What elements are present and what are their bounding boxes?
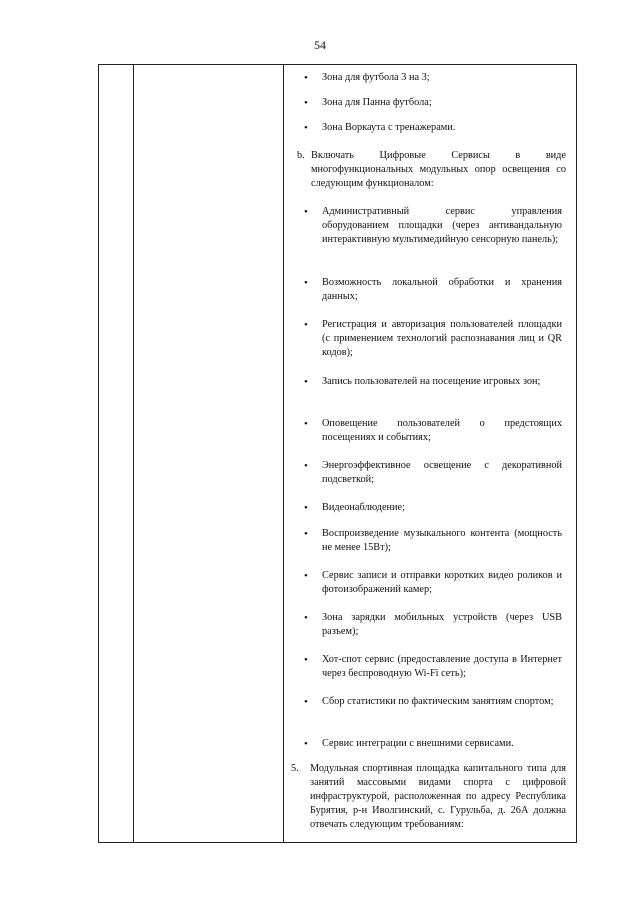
list-item: • Сбор статистики по фактическим занятиям спортом; [304, 696, 554, 708]
list-item: • Хот-спот сервис (предоставление доступа в Интернет через беспроводную Wi-Fi сеть); [304, 654, 562, 679]
list-item: • Зона зарядки мобильных устройств (через USB разъем); [304, 612, 562, 637]
bullet-icon: • [304, 502, 308, 514]
bullet-icon: • [304, 460, 308, 472]
bullet-icon: • [304, 122, 308, 134]
bullet-icon: • [304, 612, 308, 624]
list-item: • Оповещение пользователей о предстоящих посещениях и событиях; [304, 418, 562, 443]
bullet-icon: • [304, 206, 308, 218]
sub-item-b: b. Включать Цифровые Сервисы в виде многофункциональных модульных опор освещения со следующим функционалом: [297, 150, 566, 189]
bullet-icon: • [304, 72, 308, 84]
bullet-icon: • [304, 570, 308, 582]
bullet-icon: • [304, 277, 308, 289]
column-divider [283, 65, 284, 842]
list-item: • Зона для футбола 3 на 3; [304, 72, 430, 84]
bullet-icon: • [304, 528, 308, 540]
requirements-table [98, 64, 577, 843]
bullet-icon: • [304, 696, 308, 708]
bullet-icon: • [304, 319, 308, 331]
numbered-item-5: 5. Модульная спортивная площадка капитального типа для занятий массовыми видами спорта с цифровой инфраструктурой, расположенная по адресу Республика Бурятия, р-н Иволгинский, с. Гурульба, д. 26А должна отвечать следующим требованиям: [291, 763, 566, 830]
requirements-cell [285, 65, 576, 842]
bullet-icon: • [304, 738, 308, 750]
list-item: • Возможность локальной обработки и хранения данных; [304, 277, 562, 302]
list-item: • Регистрация и авторизация пользователей площадки (с применением технологий распознавания лиц и QR кодов); [304, 319, 562, 358]
sub-item-marker: b. [297, 150, 305, 161]
list-item: • Воспроизведение музыкального контента (мощность не менее 15Вт); [304, 528, 562, 553]
list-item: • Сервис интеграции с внешними сервисами. [304, 738, 514, 750]
list-item: • Энергоэффективное освещение с декоративной подсветкой; [304, 460, 562, 485]
list-item: • Видеонаблюдение; [304, 502, 405, 514]
bullet-icon: • [304, 654, 308, 666]
numbered-item-marker: 5. [291, 763, 299, 774]
bullet-icon: • [304, 418, 308, 430]
list-item: • Зона Воркаута с тренажерами. [304, 122, 456, 134]
list-item: • Сервис записи и отправки коротких видео роликов и фотоизображений камер; [304, 570, 562, 595]
list-item: • Зона для Панна футбола; [304, 97, 432, 109]
column-divider [133, 65, 134, 842]
list-item: • Запись пользователей на посещение игровых зон; [304, 376, 541, 388]
bullet-icon: • [304, 376, 308, 388]
page-number: 54 [314, 38, 326, 52]
bullet-icon: • [304, 97, 308, 109]
list-item: • Административный сервис управления оборудованием площадки (через антивандальную интерактивную мультимедийную сенсорную панель); [304, 206, 562, 245]
